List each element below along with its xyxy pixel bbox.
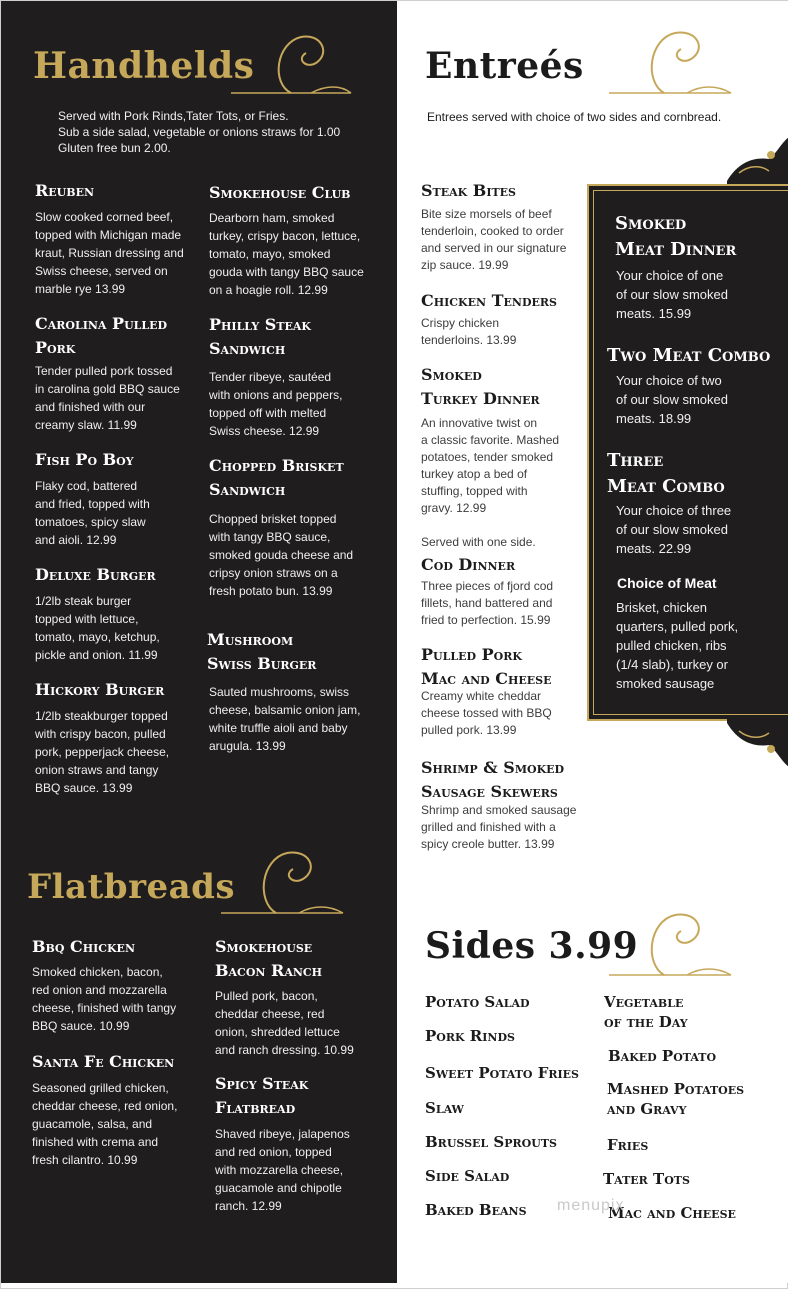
menu-item-desc: 1/2lb steak burger topped with lettuce, tomato, mayo, ketchup, pickle and onion. 11.99 xyxy=(35,594,160,662)
menu-item-desc: Sauted mushrooms, swiss cheese, balsamic onion jam, white truffle aioli and baby arugula. 13.99 xyxy=(209,685,361,753)
featured-item-desc: Your choice of two of our slow smoked meats. 18.99 xyxy=(616,373,728,426)
handhelds-title: Handhelds xyxy=(33,45,255,87)
side-item: Fries xyxy=(607,1136,649,1154)
side-item: Side Salad xyxy=(425,1167,510,1185)
menu-item-desc: An innovative twist on a classic favorite. Mashed potatoes, tender smoked turkey atop a bed of stuffing, topped with gravy. 12.99 Served with one side. xyxy=(421,416,560,549)
menu-item-name: Hickory Burger xyxy=(35,680,165,699)
menu-item-desc: Chopped brisket topped with tangy BBQ sauce, smoked gouda cheese and cripsy onion straws on a fresh potato bun. 13.99 xyxy=(209,512,354,598)
side-item: Baked Potato xyxy=(608,1047,717,1065)
menu-item-name: Steak Bites xyxy=(421,181,516,200)
ornament-bottom-icon xyxy=(725,717,788,773)
menu-item-name: Reuben xyxy=(35,181,95,200)
menu-item-desc: Slow cooked corned beef, topped with Michigan made kraut, Russian dressing and Swiss cheese, served on marble rye 13.99 xyxy=(35,210,184,296)
handhelds-note: Served with Pork Rinds,Tater Tots, or Fries. Sub a side salad, vegetable or onions straws for 1.00 Gluten free bun 2.00. xyxy=(58,109,341,155)
menu-item-name: Smokehouse Bacon Ranch xyxy=(215,937,323,980)
entrees-title: Entreés xyxy=(425,45,584,87)
side-item: Baked Beans xyxy=(425,1201,527,1219)
menu-item-desc: Flaky cod, battered and fried, topped with tomatoes, spicy slaw and aioli. 12.99 xyxy=(35,479,150,547)
menu-item-name: Bbq Chicken xyxy=(32,937,136,956)
featured-item-name: Three Meat Combo xyxy=(607,450,725,497)
menu-item-desc: Bite size morsels of beef tenderloin, cooked to order and served in our signature zip sauce. 19.99 xyxy=(421,207,567,272)
menu-item-desc: Smoked chicken, bacon, red onion and mozzarella cheese, finished with tangy BBQ sauce. 10.99 xyxy=(32,965,177,1033)
menu-item-desc: Creamy white cheddar cheese tossed with BBQ pulled pork. 13.99 xyxy=(421,689,552,737)
sides-title: Sides 3.99 xyxy=(425,925,639,967)
menu-item-desc: Shrimp and smoked sausage grilled and finished with a spicy creole butter. 13.99 xyxy=(421,803,577,851)
side-item: Slaw xyxy=(425,1099,464,1117)
menu-item-name: Chicken Tenders xyxy=(421,291,557,310)
menu-item-name: Mushroom Swiss Burger xyxy=(207,630,317,673)
side-item: Potato Salad xyxy=(425,993,530,1011)
menu-item-name: Pulled Pork Mac and Cheese xyxy=(421,645,552,688)
side-item: Tater Tots xyxy=(603,1170,690,1188)
menu-item-desc: Pulled pork, bacon, cheddar cheese, red onion, shredded lettuce and ranch dressing. 10.99 xyxy=(215,989,354,1057)
menu-item-name: Carolina Pulled Pork xyxy=(35,314,168,357)
featured-item-desc: Your choice of three of our slow smoked meats. 22.99 xyxy=(616,503,732,556)
side-item: Vegetable of the Day xyxy=(604,993,688,1031)
menu-item-name: Deluxe Burger xyxy=(35,565,156,584)
flatbreads-flourish xyxy=(221,839,346,919)
choice-of-meat-desc: Brisket, chicken quarters, pulled pork, pulled chicken, ribs (1/4 slab), turkey or smoked sausage xyxy=(616,600,739,691)
menu-item-desc: Shaved ribeye, jalapenos and red onion, topped with mozzarella cheese, guacamole and chipotle ranch. 12.99 xyxy=(215,1127,350,1213)
entrees-note: Entrees served with choice of two sides and cornbread. xyxy=(427,110,722,124)
menu-item-desc: Dearborn ham, smoked turkey, crispy bacon, lettuce, tomato, mayo, smoked gouda with tangy BBQ sauce on a hoagie roll. 12.99 xyxy=(209,211,364,297)
menu-item-name: Chopped Brisket Sandwich xyxy=(209,456,344,499)
menu-item-name: Smoked Turkey Dinner xyxy=(421,365,540,408)
featured-item-name: Smoked Meat Dinner xyxy=(615,213,737,260)
menu-item-name: Shrimp & Smoked Sausage Skewers xyxy=(421,758,565,801)
menu-item-name: Philly Steak Sandwich xyxy=(209,315,311,358)
sides-flourish xyxy=(609,899,734,979)
featured-item-desc: Your choice of one of our slow smoked meats. 15.99 xyxy=(616,268,728,321)
side-item: Mac and Cheese xyxy=(608,1204,736,1222)
handhelds-flourish xyxy=(231,23,356,101)
menu-item-desc: Crispy chicken tenderloins. 13.99 xyxy=(421,316,517,347)
menu-item-desc: Tender pulled pork tossed in carolina gold BBQ sauce and finished with our creamy slaw. 11.99 xyxy=(35,364,180,432)
flatbreads-title: Flatbreads xyxy=(27,867,236,907)
entrees-flourish xyxy=(609,19,734,99)
menu-item-desc: Three pieces of fjord cod fillets, hand battered and fried to perfection. 15.99 xyxy=(421,579,554,627)
left-panel xyxy=(1,1,397,1283)
menu-item-desc: Seasoned grilled chicken, cheddar cheese, red onion, guacamole, salsa, and finished with crema and fresh cilantro. 10.99 xyxy=(32,1081,178,1167)
menu-item-name: Santa Fe Chicken xyxy=(32,1052,175,1071)
watermark: menupix xyxy=(557,1197,625,1214)
side-item: Pork Rinds xyxy=(425,1027,515,1045)
side-item: Mashed Potatoes and Gravy xyxy=(607,1080,745,1118)
side-item: Sweet Potato Fries xyxy=(425,1064,579,1082)
side-item: Brussel Sprouts xyxy=(425,1133,557,1151)
featured-item-name: Two Meat Combo xyxy=(607,345,771,366)
menu-item-name: Spicy Steak Flatbread xyxy=(215,1074,309,1117)
choice-of-meat-title: Choice of Meat xyxy=(617,575,717,591)
menu-item-desc: 1/2lb steakburger topped with crispy bacon, pulled pork, pepperjack cheese, onion straws and tangy BBQ sauce. 13.99 xyxy=(35,709,170,795)
menu-item-name: Fish Po Boy xyxy=(35,450,134,469)
ornament-top-icon xyxy=(725,131,788,187)
menu-item-name: Smokehouse Club xyxy=(209,183,351,202)
menu-item-desc: Tender ribeye, sautéed with onions and peppers, topped off with melted Swiss cheese. 12.99 xyxy=(209,370,343,438)
menu-item-name: Cod Dinner xyxy=(421,555,516,574)
